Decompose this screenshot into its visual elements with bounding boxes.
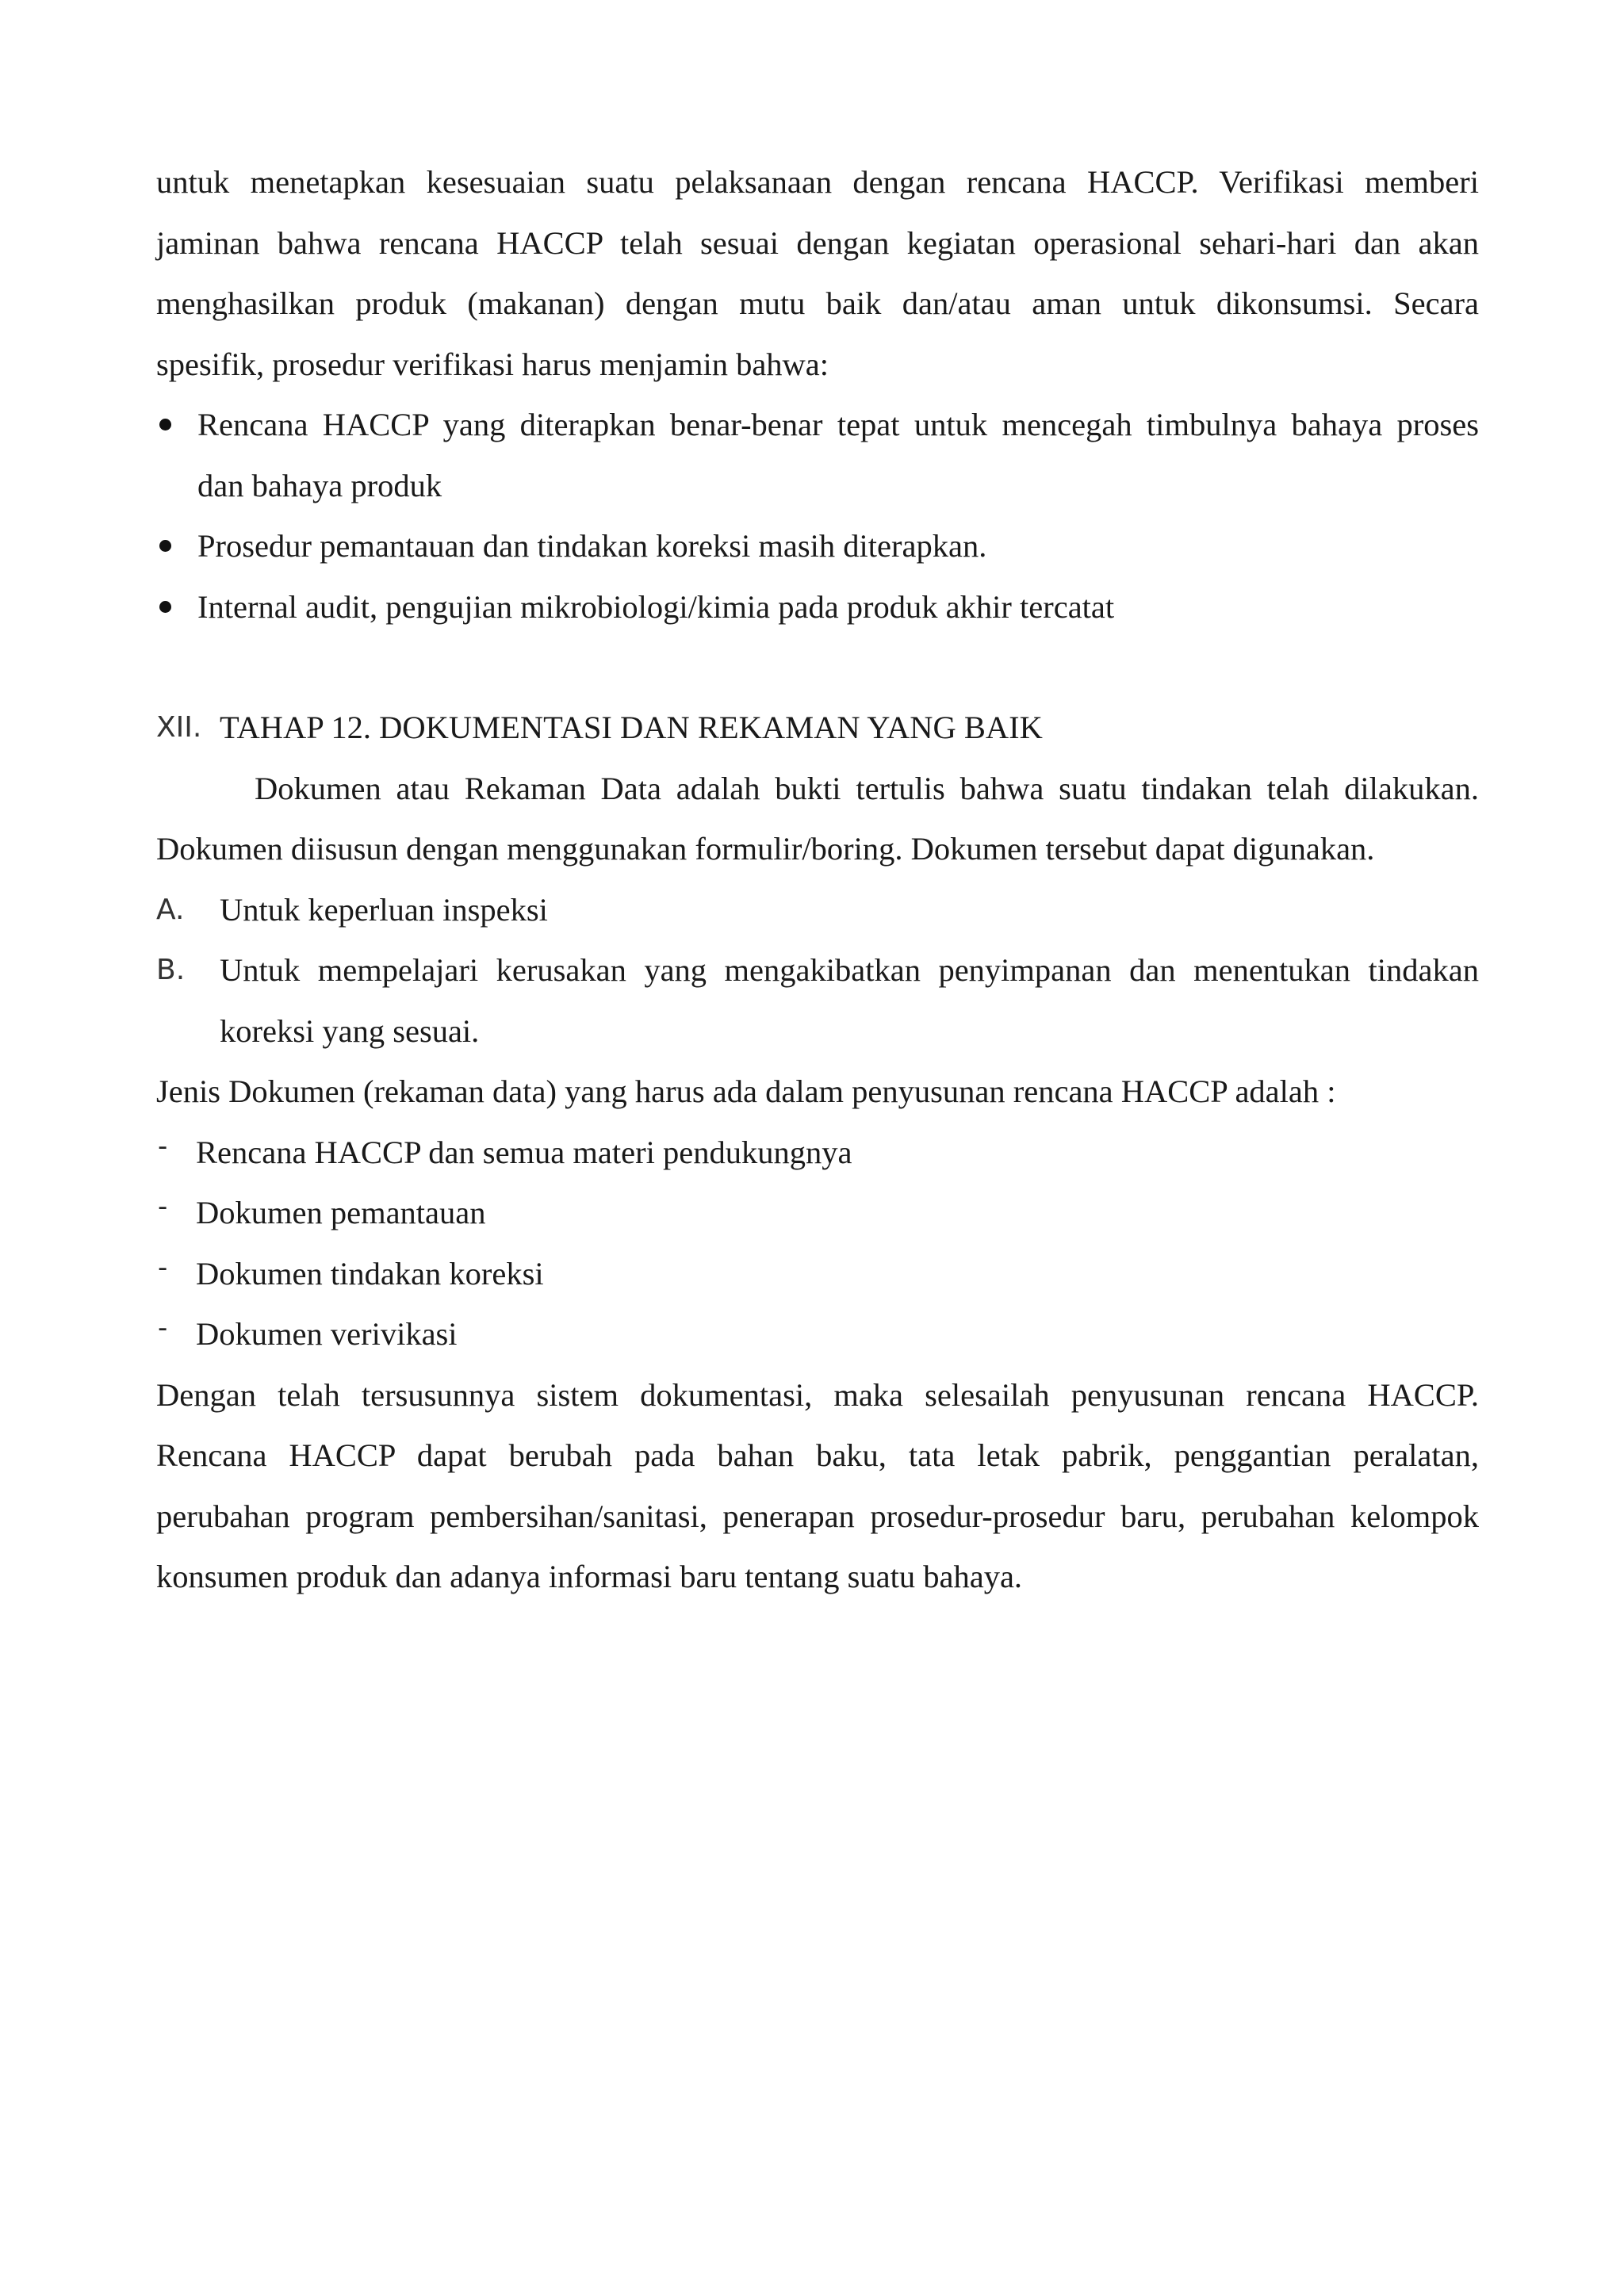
list-item [156,1244,1479,1305]
closing-paragraph [156,1365,1479,1608]
paragraph-line: Dengan telah tersusunnya sistem dokumentasi, maka selesailah penyusunan rencana HACCP. [156,1376,1479,1413]
dash-icon: - [158,1312,168,1344]
paragraph-line: Dokumen atau Rekaman Data adalah bukti tertulis bahwa suatu tindakan telah dilakukan. [255,770,1479,806]
intro-paragraph [156,152,1479,395]
list-marker: A. [156,893,185,926]
paragraph-line: jaminan bahwa rencana HACCP telah sesuai dengan kegiatan operasional sehari-hari dan akan [156,224,1479,261]
section-number: XII. [156,711,202,744]
dash-icon: - [158,1191,168,1223]
paragraph-line: konsumen produk dan adanya informasi baru tentang suatu bahaya. [156,1559,1023,1594]
bullet-icon [159,419,171,430]
list-item-line: Untuk keperluan inspeksi [220,891,548,928]
section-intro-paragraph [156,759,1479,880]
list-item-line: Rencana HACCP yang diterapkan benar-benar tepat untuk mencegah timbulnya bahaya proses [197,407,1479,442]
dash-icon: - [158,1130,168,1162]
list-item-text: Rencana HACCP dan semua materi pendukungnya [196,1134,852,1170]
paragraph-line: Dokumen diisusun dengan menggunakan formulir/boring. Dokumen tersebut dapat digunakan. [156,831,1375,867]
verification-bullet-list [156,395,1479,637]
paragraph-line: menghasilkan produk (makanan) dengan mutu baik dan/atau aman untuk dikonsumsi. Secara [156,285,1479,321]
list-item-line: dan bahaya produk [197,467,442,503]
list-item-line: koreksi yang sesuai. [220,1012,480,1049]
list-item [156,1304,1479,1365]
list-item [156,516,1479,577]
list-item-line: Untuk mempelajari kerusakan yang mengakibatkan penyimpanan dan menentukan tindakan [220,952,1479,988]
paragraph-line: perubahan program pembersihan/sanitasi, penerapan prosedur-prosedur baru, perubahan kelompok [156,1498,1479,1534]
paragraph-line: Rencana HACCP dapat berubah pada bahan baku, tata letak pabrik, penggantian peralatan, [156,1437,1479,1473]
section-heading [156,698,1479,759]
list-item-text: Dokumen pemantauan [196,1195,486,1230]
document-page [156,152,1479,1608]
list-item-text: Dokumen tindakan koreksi [196,1255,544,1292]
dash-icon: - [158,1251,168,1284]
document-types-list [156,1123,1479,1365]
list-item-line: Prosedur pemantauan dan tindakan koreksi masih diterapkan. [197,528,987,564]
document-types-intro: Jenis Dokumen (rekaman data) yang harus ada dalam penyusunan rencana HACCP adalah : [156,1073,1336,1109]
list-item [156,880,1479,941]
paragraph-line: spesifik, prosedur verifikasi harus menjamin bahwa: [156,346,829,382]
list-item-line: Internal audit, pengujian mikrobiologi/kimia pada produk akhir tercatat [197,588,1115,625]
section-title: TAHAP 12. DOKUMENTASI DAN REKAMAN YANG BAIK [220,710,1043,745]
list-item-text: Dokumen verivikasi [196,1316,458,1352]
paragraph-line: untuk menetapkan kesesuaian suatu pelaksanaan dengan rencana HACCP. Verifikasi memberi [156,164,1479,200]
bullet-icon [159,601,171,613]
list-item [156,940,1479,1062]
list-item [156,1123,1479,1184]
list-item [156,1183,1479,1244]
bullet-icon [159,540,171,552]
list-item [156,577,1479,638]
purpose-list [156,880,1479,1062]
list-item [156,395,1479,516]
list-marker: B. [156,954,186,986]
